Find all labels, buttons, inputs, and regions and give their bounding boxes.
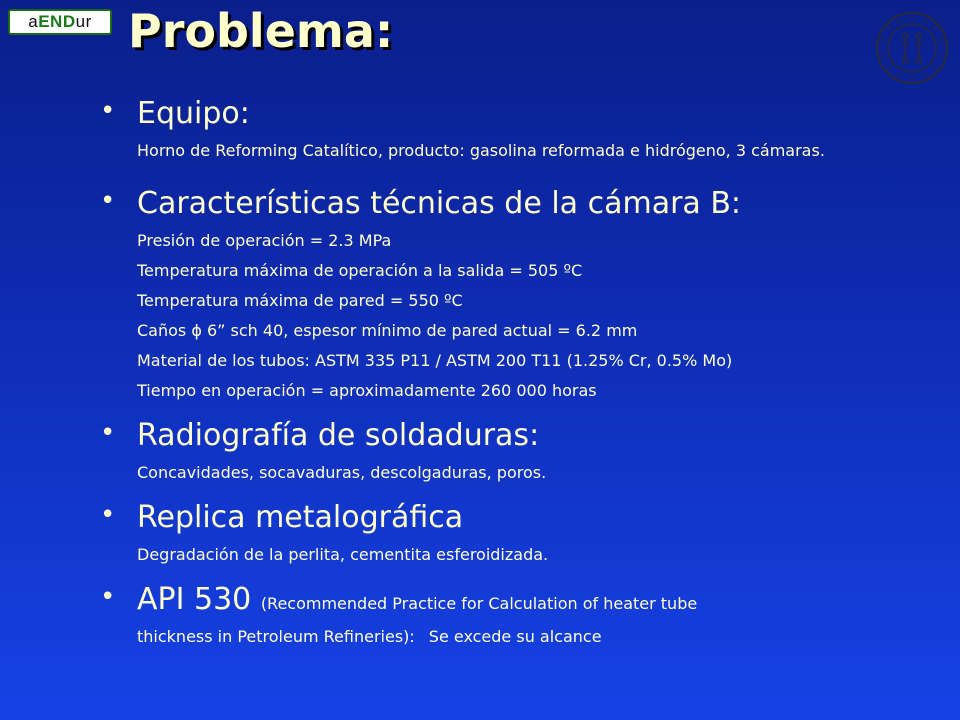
bullet-api bbox=[100, 578, 950, 648]
presion-line: Presión de operación = 2.3 MPa bbox=[137, 231, 392, 250]
radiografia-line: Concavidades, socavaduras, descolgaduras, poros. bbox=[137, 463, 547, 482]
bullet-dot-icon: • bbox=[100, 582, 116, 612]
temp-pared-line: Temperatura máxima de pared = 550 ºC bbox=[137, 291, 463, 310]
bullet-dot-icon: • bbox=[100, 418, 116, 448]
university-seal-icon bbox=[874, 10, 950, 86]
material-line: Material de los tubos: ASTM 335 P11 / ASTM 200 T11 (1.25% Cr, 0.5% Mo) bbox=[137, 351, 733, 370]
api-line2: thickness in Petroleum Refineries): bbox=[137, 627, 415, 646]
bullet-caracteristicas bbox=[100, 182, 950, 406]
replica-heading: Replica metalográfica bbox=[137, 500, 464, 535]
logo-core: END bbox=[38, 12, 76, 31]
bullet-radiografia bbox=[100, 414, 950, 488]
slide-title: Problema: bbox=[128, 4, 394, 58]
logo-prefix: a bbox=[28, 12, 39, 31]
api-heading: API 530 bbox=[137, 582, 252, 617]
equipo-heading: Equipo: bbox=[137, 96, 250, 131]
bullet-replica bbox=[100, 496, 950, 570]
slide-content bbox=[100, 92, 950, 648]
replica-line: Degradación de la perlita, cementita esferoidizada. bbox=[137, 545, 549, 564]
caracteristicas-heading: Características técnicas de la cámara B: bbox=[137, 186, 742, 221]
bullet-dot-icon: • bbox=[100, 500, 116, 530]
bullet-dot-icon: • bbox=[100, 96, 116, 126]
api-description: (Recommended Practice for Calculation of heater tube bbox=[260, 594, 698, 613]
equipo-line: Horno de Reforming Catalítico, producto: gasolina reformada e hidrógeno, 3 cámaras. bbox=[137, 141, 825, 160]
bullet-dot-icon: • bbox=[100, 186, 116, 216]
radiografia-heading: Radiografía de soldaduras: bbox=[137, 418, 540, 453]
temp-salida-line: Temperatura máxima de operación a la salida = 505 ºC bbox=[137, 261, 583, 280]
api-line2-row bbox=[137, 626, 950, 648]
canos-line: Caños ϕ 6” sch 40, espesor mínimo de pared actual = 6.2 mm bbox=[137, 321, 638, 340]
api-conclusion: Se excede su alcance bbox=[428, 627, 602, 646]
tiempo-line: Tiempo en operación = aproximadamente 260 000 horas bbox=[137, 381, 597, 400]
api-heading-row bbox=[137, 578, 950, 626]
logo-suffix: ur bbox=[75, 12, 92, 31]
bullet-equipo bbox=[100, 92, 950, 166]
aendur-logo bbox=[8, 9, 112, 35]
